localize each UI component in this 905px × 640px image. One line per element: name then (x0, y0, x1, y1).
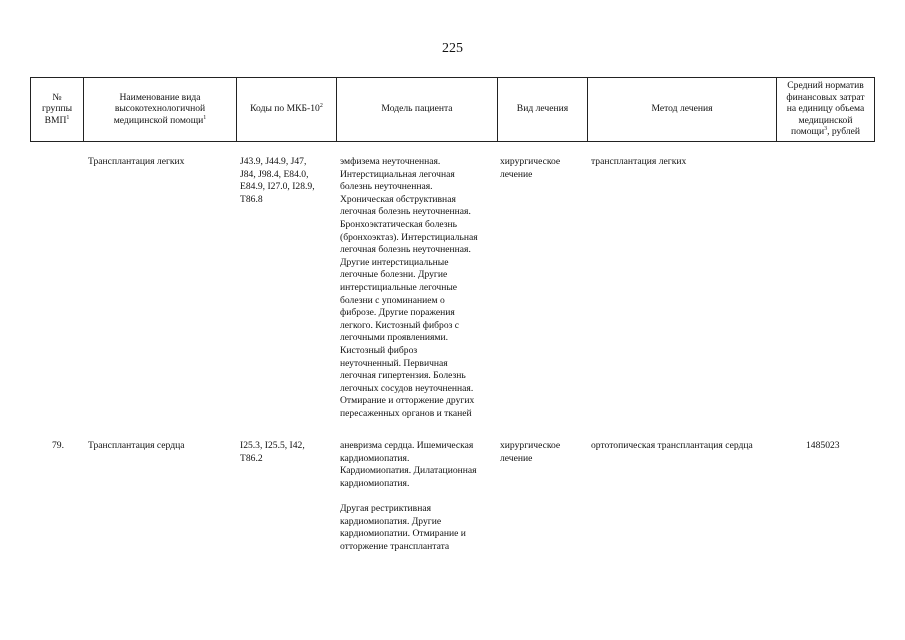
header-treatment-method: Метод лечения (651, 103, 713, 115)
row1-treatment-method: трансплантация легких (591, 156, 687, 167)
row2-care-name: Трансплантация сердца (88, 440, 185, 451)
row1-icd-codes: J43.9, J44.9, J47, J84, J98.4, E84.0, E84.9, I27.0, I28.9, T86.8 (240, 156, 315, 205)
row2-icd-codes: I25.3, I25.5, I42, T86.2 (240, 440, 305, 464)
row2-treatment-method: ортотопическая трансплантация сердца (591, 440, 753, 451)
page-number: 225 (442, 41, 463, 56)
header-bottom-border (30, 141, 875, 142)
row2-treatment-type: хирургическое лечение (500, 440, 561, 464)
row2-patient-model: аневризма сердца. Ишемическая кардиомиопатия. Кардиомиопатия. Дилатационная кардиомиопатия. Другая рестриктивная кардиомиопатия. Другие кардиомиопатии. Отмирание и отторжение трансплантата (340, 440, 477, 552)
column-divider (874, 77, 875, 141)
header-patient-model: Модель пациента (381, 103, 453, 115)
row2-group-number: 79. (52, 440, 64, 451)
header-care-name: Наименование вида высокотехнологичной медицинской помощи$^1$ (113, 91, 207, 126)
header-treatment-type: Вид лечения (516, 103, 569, 115)
row2-cost: 1485023 (806, 440, 840, 451)
header-icd-codes: Коды по МКБ-$10^2$ (250, 103, 323, 115)
header-cost: Средний норматив финансовых затрат на единицу объема медицинской помощи$^3$, рублей (786, 80, 865, 138)
row1-patient-model: эмфизема неуточненная. Интерстициальная легочная болезнь неуточненная. Хроническая обструктивная легочная болезнь неуточненная. Бронхоэктатическая болезнь (бронхоэктаз). Интерстициальная легочная болезнь неуточненная. Другие интерстициальные легочные болезни. Другие интерстициальные легочные болезни с упоминанием о фиброзе. Другие поражения легкого. Кистозный фиброз с легочными проявлениями. Кистозный фиброз неуточненный. Первичная легочная гипертензия. Болезнь легочных сосудов неуточненная. Отмирание и отторжение других пересаженных органов и тканей (340, 156, 478, 419)
header-group-number: № группы ВМП$^1$ (41, 91, 73, 126)
row1-care-name: Трансплантация легких (88, 156, 185, 167)
row1-treatment-type: хирургическое лечение (500, 156, 561, 180)
